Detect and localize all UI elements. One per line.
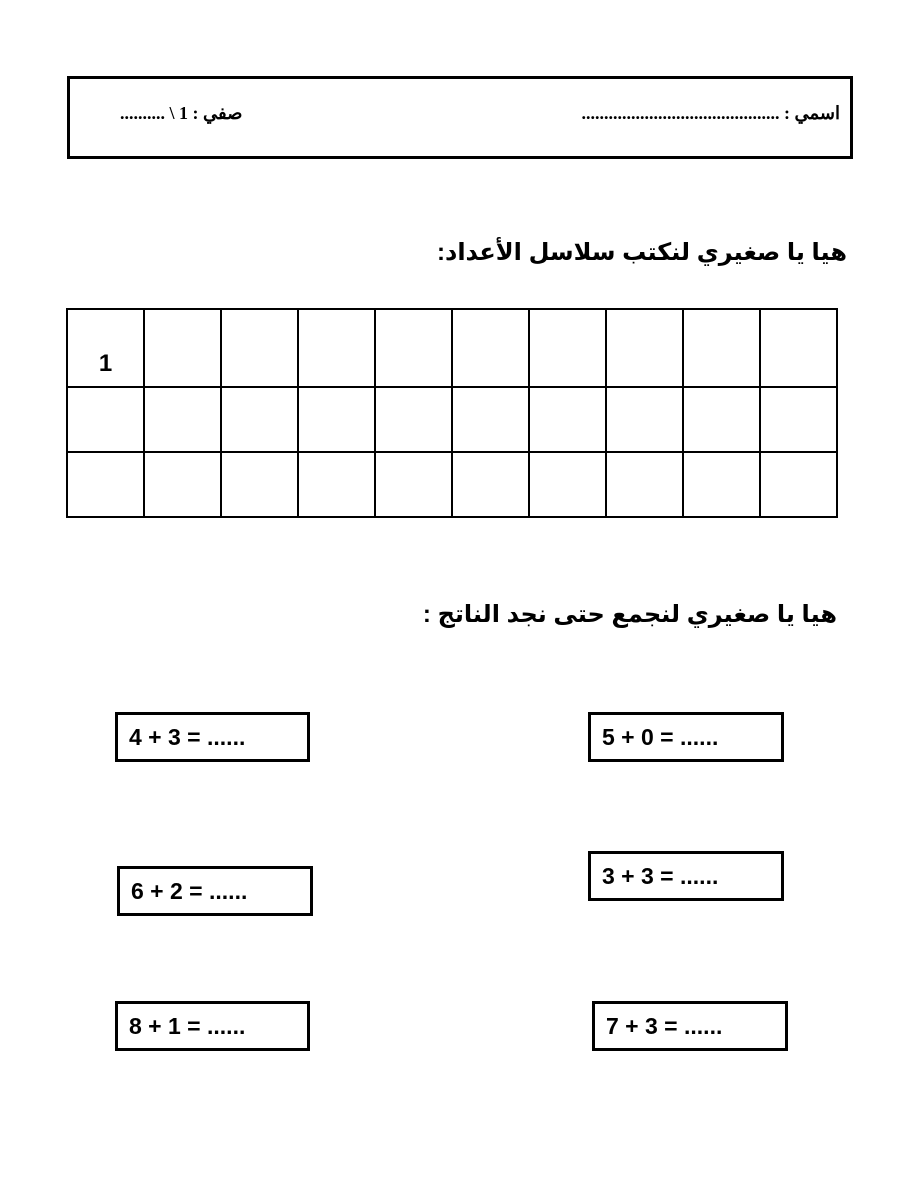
grid-cell[interactable] xyxy=(67,387,144,452)
grid-cell[interactable] xyxy=(683,452,760,517)
grid-cell[interactable] xyxy=(144,387,221,452)
equation-box[interactable]: 3 + 3 = ...... xyxy=(588,851,784,901)
grid-cell[interactable] xyxy=(452,387,529,452)
grid-cell[interactable] xyxy=(529,387,606,452)
grid-cell[interactable] xyxy=(144,309,221,387)
grid-cell[interactable] xyxy=(606,309,683,387)
student-info-box xyxy=(67,76,853,159)
grid-cell[interactable] xyxy=(221,309,298,387)
grid-cell-value: 1 xyxy=(98,350,113,377)
grid-row xyxy=(67,387,837,452)
grid-cell[interactable] xyxy=(375,452,452,517)
grid-cell[interactable] xyxy=(760,309,837,387)
grid-row xyxy=(67,309,837,387)
grid-cell[interactable] xyxy=(298,452,375,517)
grid-cell[interactable] xyxy=(760,452,837,517)
name-field[interactable]: اسمي : ............................................ xyxy=(581,103,840,123)
grid-cell[interactable] xyxy=(529,309,606,387)
grid-cell[interactable] xyxy=(452,452,529,517)
grid-cell[interactable] xyxy=(221,387,298,452)
equation-box[interactable]: 6 + 2 = ...... xyxy=(117,866,313,916)
grid-cell[interactable] xyxy=(529,452,606,517)
grid-cell[interactable] xyxy=(606,387,683,452)
equation-box[interactable]: 5 + 0 = ...... xyxy=(588,712,784,762)
grid-row xyxy=(67,452,837,517)
equation-box[interactable]: 7 + 3 = ...... xyxy=(592,1001,788,1051)
equation-box[interactable]: 8 + 1 = ...... xyxy=(115,1001,310,1051)
grid-cell[interactable] xyxy=(67,309,144,387)
grid-cell[interactable] xyxy=(221,452,298,517)
grid-cell[interactable] xyxy=(375,309,452,387)
number-grid xyxy=(66,308,838,518)
grid-cell[interactable] xyxy=(606,452,683,517)
grid-cell[interactable] xyxy=(144,452,221,517)
addition-heading: هيا يا صغيري لنجمع حتى نجد الناتج : xyxy=(422,601,837,628)
grid-cell[interactable] xyxy=(452,309,529,387)
grid-cell[interactable] xyxy=(298,387,375,452)
grid-cell[interactable] xyxy=(760,387,837,452)
equation-box[interactable]: 4 + 3 = ...... xyxy=(115,712,310,762)
class-field[interactable]: صفي : 1 \ .......... xyxy=(120,103,243,123)
grid-cell[interactable] xyxy=(683,309,760,387)
grid-cell[interactable] xyxy=(298,309,375,387)
number-series-heading: هيا يا صغيري لنكتب سلاسل الأعداد: xyxy=(437,239,847,266)
grid-cell[interactable] xyxy=(683,387,760,452)
grid-cell[interactable] xyxy=(375,387,452,452)
grid-cell[interactable] xyxy=(67,452,144,517)
